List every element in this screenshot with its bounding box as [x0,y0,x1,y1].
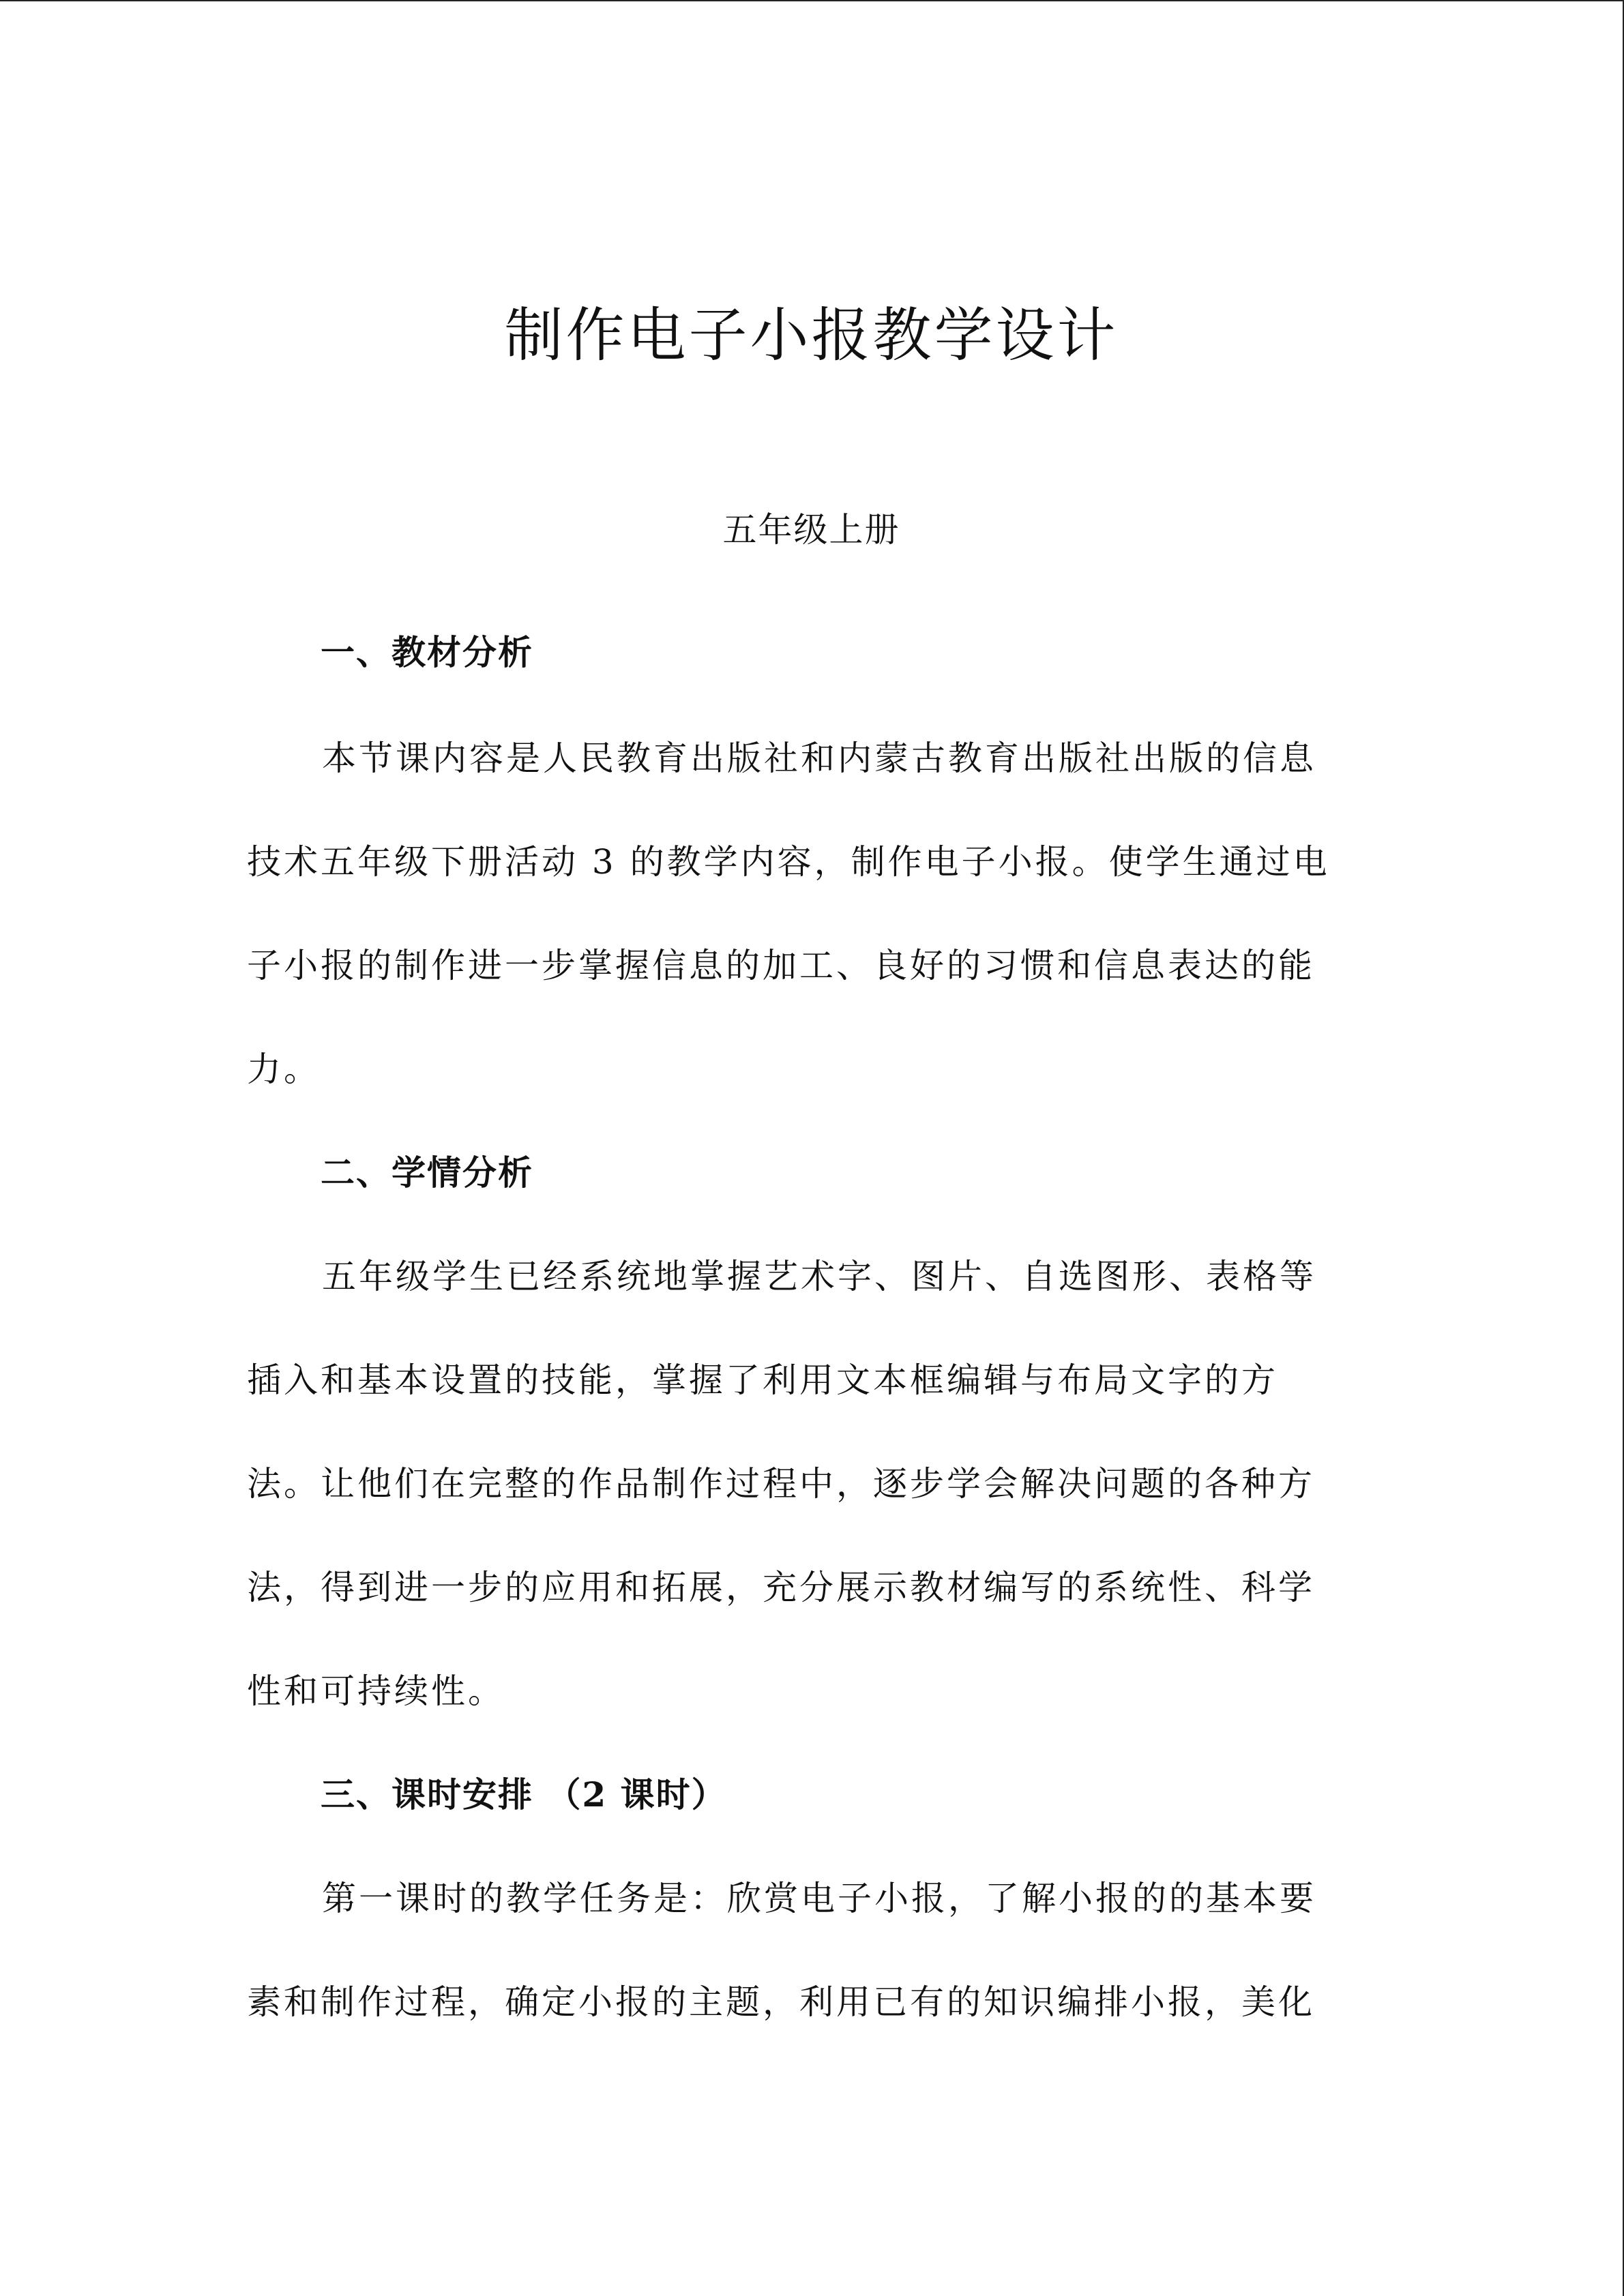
paragraph-line: 技术五年级下册活动 3 的教学内容，制作电子小报。使学生通过电 [247,842,1330,882]
paragraph-line: 本节课内容是人民教育出版社和内蒙古教育出版社出版的信息 [322,739,1316,778]
section-heading: 二、学情分析 [321,1152,533,1193]
paragraph-line: 第一课时的教学任务是：欣赏电子小报，了解小报的的基本要 [322,1879,1316,1918]
paragraph-line: 插入和基本设置的技能，掌握了利用文本框编辑与布局文字的方 [247,1360,1278,1400]
paragraph-line: 子小报的制作进一步掌握信息的加工、良好的习惯和信息表达的能 [247,946,1315,985]
paragraph-line: 力。 [247,1049,321,1089]
paragraph-line: 法。让他们在完整的作品制作过程中，逐步学会解决问题的各种方 [247,1464,1315,1504]
document-title: 制作电子小报教学设计 [504,301,1119,370]
paragraph-line: 素和制作过程，确定小报的主题，利用已有的知识编排小报，美化 [247,1982,1315,2022]
paragraph-line: 五年级学生已经系统地掌握艺术字、图片、自选图形、表格等 [322,1257,1316,1296]
document-subtitle: 五年级上册 [722,510,900,550]
section-heading: 三、课时安排 （2 课时） [321,1774,727,1815]
section-heading: 一、教材分析 [321,632,533,672]
paragraph-line: 性和可持续性。 [247,1671,505,1711]
paragraph-line: 法，得到进一步的应用和拓展，充分展示教材编写的系统性、科学 [247,1568,1315,1607]
